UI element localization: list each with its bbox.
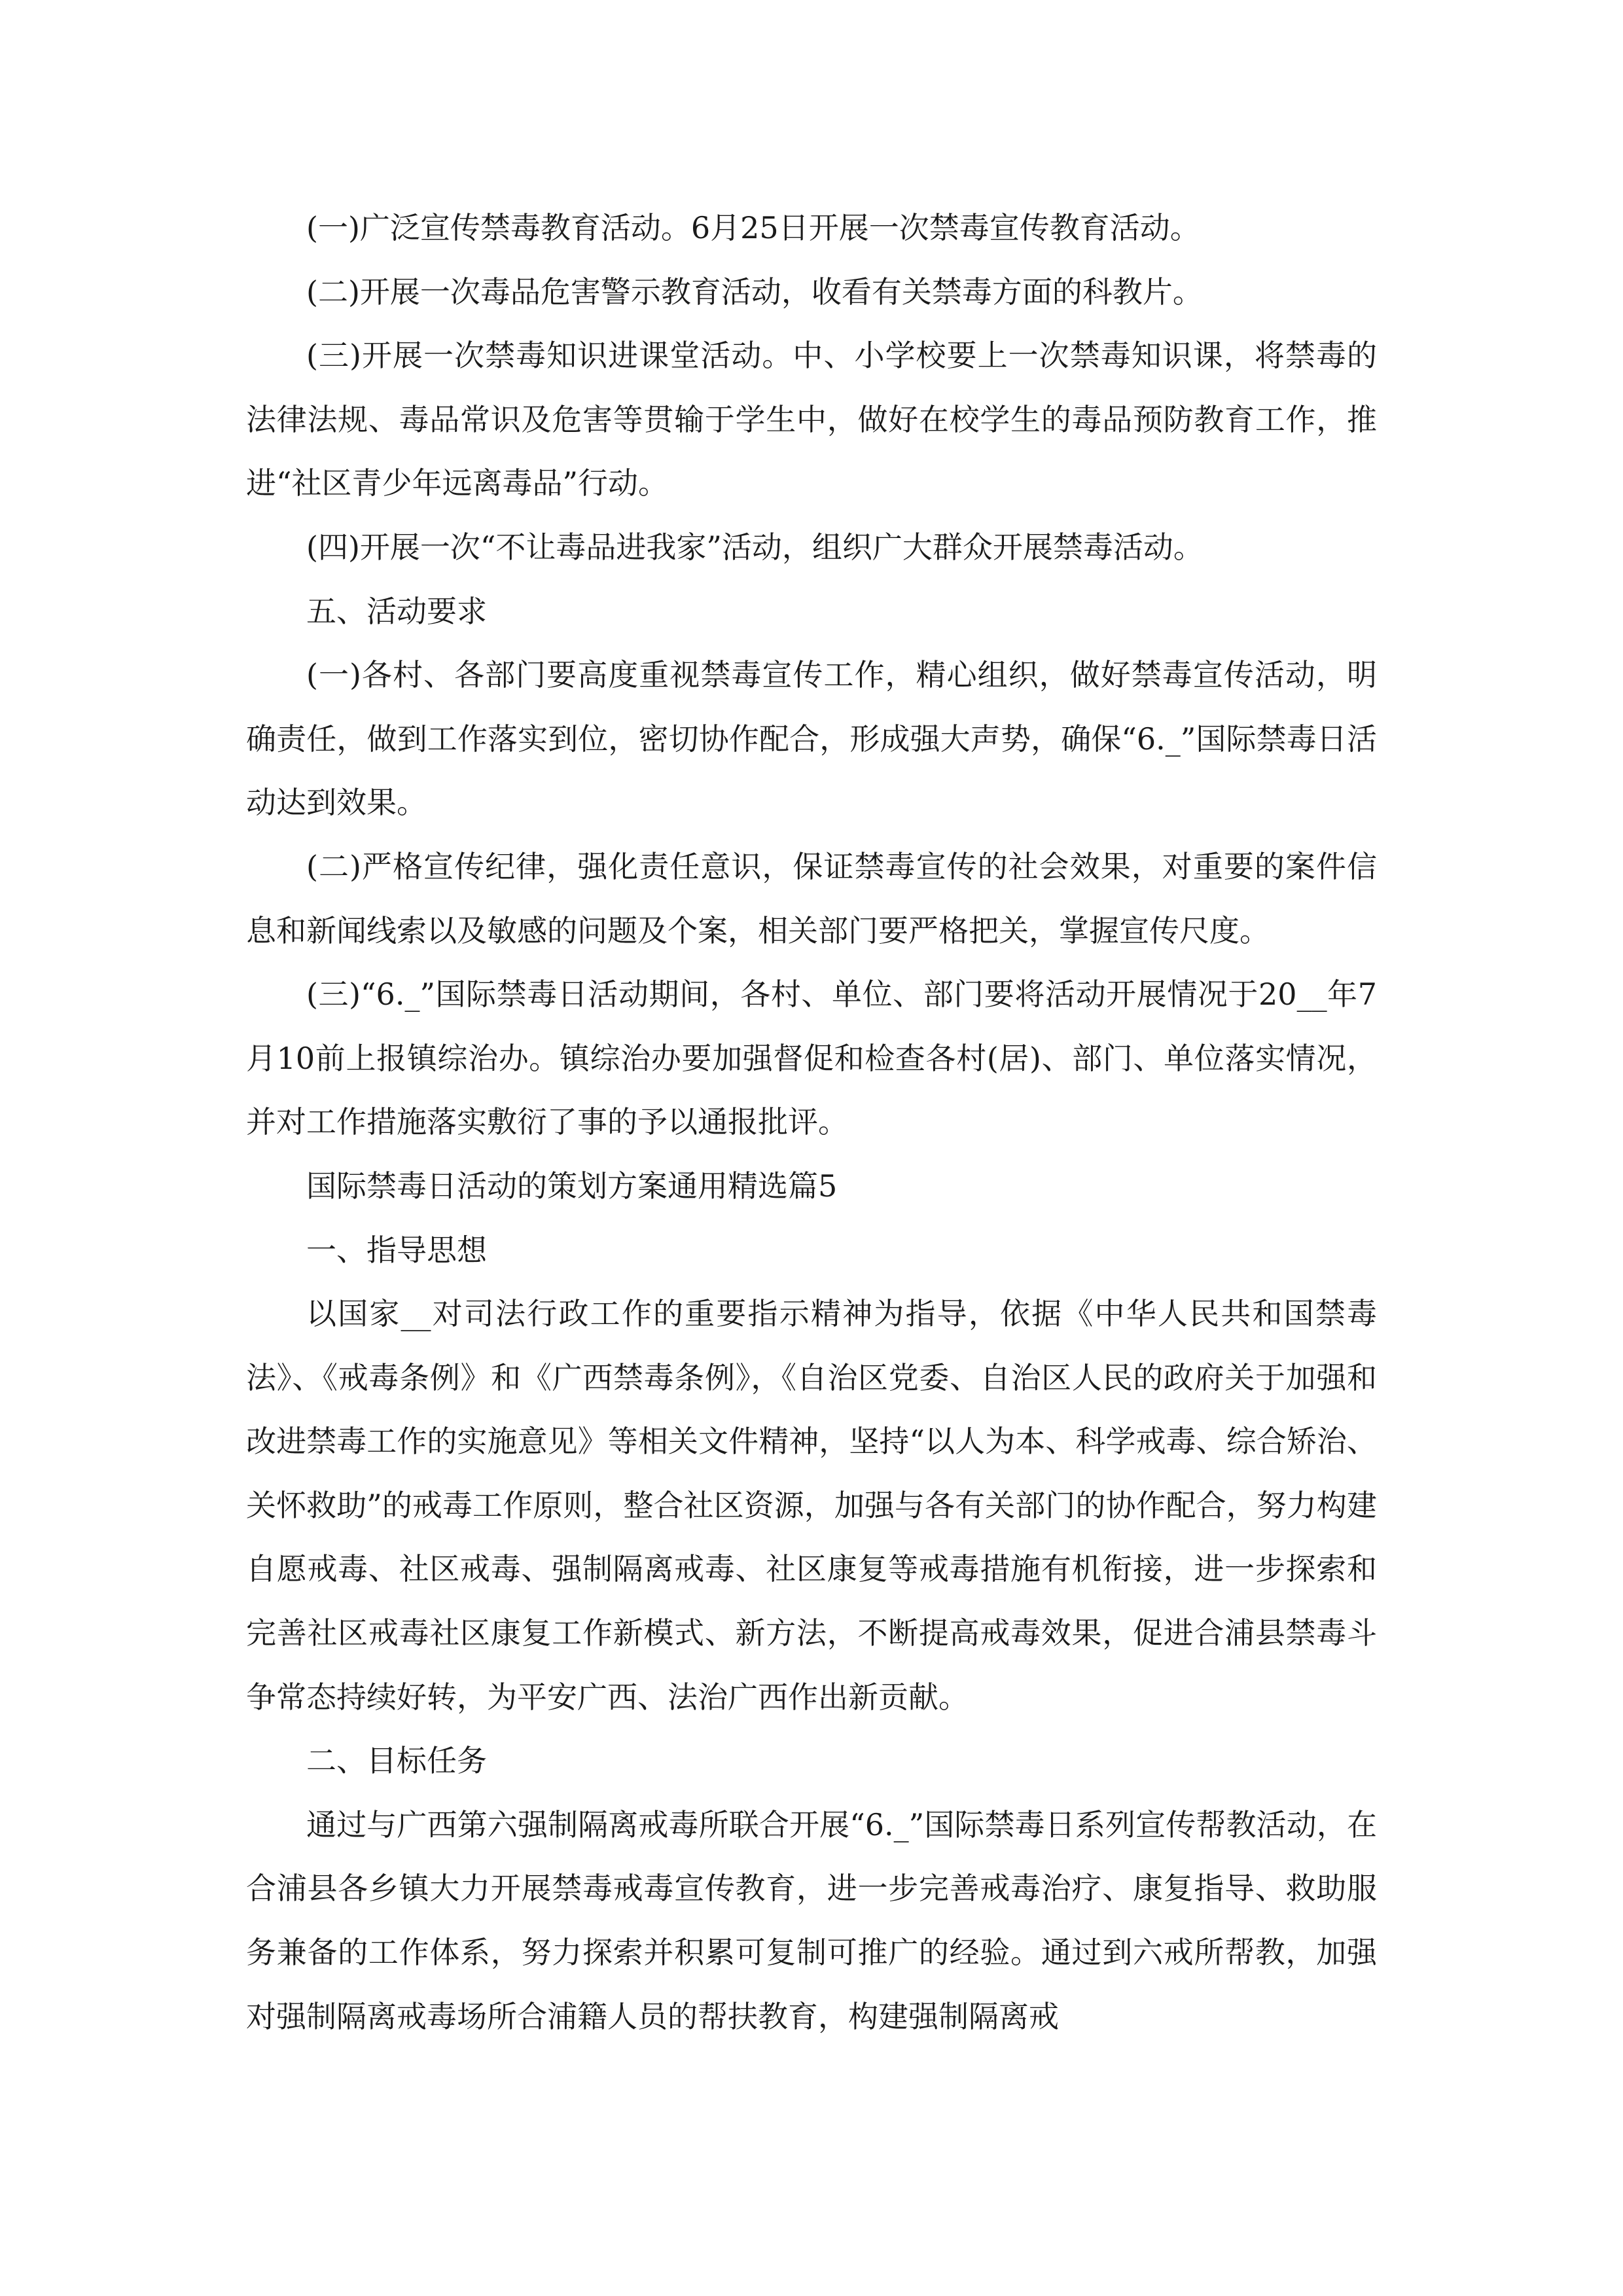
paragraph-goals: 通过与广西第六强制隔离戒毒所联合开展“6._”国际禁毒日系列宣传帮教活动，在合浦县各乡镇大力开展禁毒戒毒宣传教育，进一步完善戒毒治疗、康复指导、救助服务兼备的工作体系，努力探索并积累可复制可推广的经验。通过到六戒所帮教，加强对强制隔离戒毒场所合浦籍人员的帮扶教育，构建强制隔离戒 [246, 1806, 1377, 2034]
section-heading-requirements: 五、活动要求 [306, 593, 487, 629]
document-page [246, 196, 1377, 2049]
paragraph-requirement-3: (三)“6._”国际禁毒日活动期间，各村、单位、部门要将活动开展情况于20__年7月10前上报镇综治办。镇综治办要加强督促和检查各村(居)、部门、单位落实情况，并对工作措施落实敷衍了事的予以通报批评。 [246, 977, 1377, 1140]
paragraph-activity-1: (一)广泛宣传禁毒教育活动。6月25日开展一次禁毒宣传教育活动。 [306, 210, 1200, 245]
paragraph-activity-4: (四)开展一次“不让毒品进我家”活动，组织广大群众开展禁毒活动。 [306, 529, 1204, 565]
paragraph-guiding-ideology: 以国家__对司法行政工作的重要指示精神为指导，依据《中华人民共和国禁毒法》、《戒毒条例》和《广西禁毒条例》，《自治区党委、自治区人民的政府关于加强和改进禁毒工作的实施意见》等相关文件精神，坚持“以人为本、科学戒毒、综合矫治、关怀救助”的戒毒工作原则，整合社区资源，加强与各有关部门的协作配合，努力构建自愿戒毒、社区戒毒、强制隔离戒毒、社区康复等戒毒措施有机衔接，进一步探索和完善社区戒毒社区康复工作新模式、新方法，不断提高戒毒效果，促进合浦县禁毒斗争常态持续好转，为平安广西、法治广西作出新贡献。 [246, 1296, 1377, 1715]
section-heading-guiding-ideology: 一、指导思想 [306, 1232, 487, 1268]
paragraph-requirement-2: (二)严格宣传纪律，强化责任意识，保证禁毒宣传的社会效果，对重要的案件信息和新闻线索以及敏感的问题及个案，相关部门要严格把关，掌握宣传尺度。 [246, 848, 1377, 948]
paragraph-activity-3: (三)开展一次禁毒知识进课堂活动。中、小学校要上一次禁毒知识课，将禁毒的法律法规、毒品常识及危害等贯输于学生中，做好在校学生的毒品预防教育工作，推进“社区青少年远离毒品”行动。 [246, 338, 1377, 501]
article-title: 国际禁毒日活动的策划方案通用精选篇5 [306, 1168, 838, 1204]
paragraph-requirement-1: (一)各村、各部门要高度重视禁毒宣传工作，精心组织，做好禁毒宣传活动，明确责任，做到工作落实到位，密切协作配合，形成强大声势，确保“6._”国际禁毒日活动达到效果。 [246, 657, 1377, 821]
paragraph-activity-2: (二)开展一次毒品危害警示教育活动，收看有关禁毒方面的科教片。 [306, 274, 1203, 310]
section-heading-goals: 二、目标任务 [306, 1743, 487, 1779]
